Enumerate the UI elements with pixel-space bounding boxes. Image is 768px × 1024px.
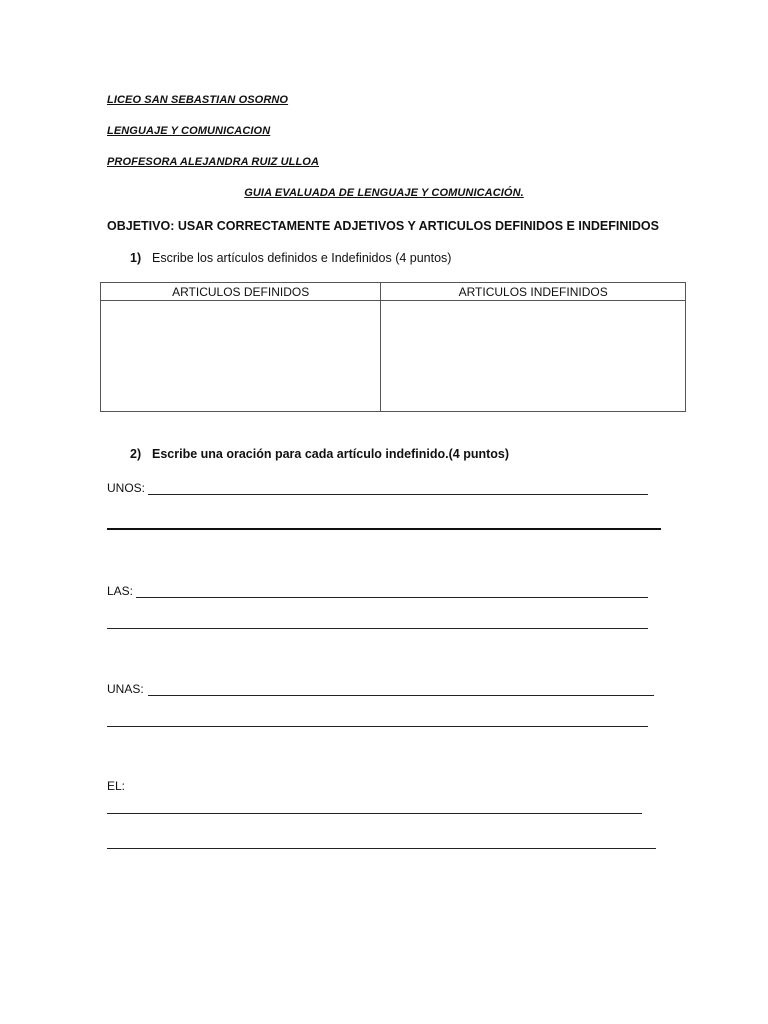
question-2-number: 2) [130, 447, 142, 461]
guide-title: GUIA EVALUADA DE LENGUAJE Y COMUNICACIÓN. [244, 187, 524, 199]
answer-line-el-2[interactable] [107, 848, 656, 849]
question-1-number: 1) [130, 251, 142, 265]
question-1-text: Escribe los artículos definidos e Indefinidos (4 puntos) [152, 251, 452, 265]
answer-cell-definidos[interactable] [101, 301, 381, 412]
answer-line-unas-1[interactable] [148, 695, 654, 696]
header-indefinidos: ARTICULOS INDEFINIDOS [381, 283, 686, 301]
articles-table-header-row [101, 283, 686, 301]
teacher-name: PROFESORA ALEJANDRA RUIZ ULLOA [107, 156, 319, 168]
question-2-text: Escribe una oración para cada artículo indefinido.(4 puntos) [152, 447, 510, 461]
answer-line-las-2[interactable] [107, 628, 648, 629]
header-definidos: ARTICULOS DEFINIDOS [101, 283, 381, 301]
answer-line-unas-2[interactable] [107, 726, 648, 727]
articles-table [100, 282, 686, 412]
question-2 [130, 447, 509, 461]
answer-line-unos-1[interactable] [148, 494, 648, 495]
answer-line-unos-2[interactable] [107, 528, 661, 530]
answer-line-el-1[interactable] [107, 813, 642, 814]
articles-table-answer-row [101, 301, 686, 412]
label-unos: UNOS: [107, 481, 146, 495]
label-el: EL: [107, 779, 126, 793]
answer-line-las-1[interactable] [136, 597, 648, 598]
subject-name: LENGUAJE Y COMUNICACION [107, 125, 271, 137]
label-unas: UNAS: [107, 682, 144, 696]
objective-text: OBJETIVO: USAR CORRECTAMENTE ADJETIVOS Y ARTICULOS DEFINIDOS E INDEFINIDOS [107, 219, 659, 233]
label-las: LAS: [107, 584, 134, 598]
answer-cell-indefinidos[interactable] [381, 301, 686, 412]
school-name: LICEO SAN SEBASTIAN OSORNO [107, 94, 289, 106]
question-1 [130, 251, 451, 265]
